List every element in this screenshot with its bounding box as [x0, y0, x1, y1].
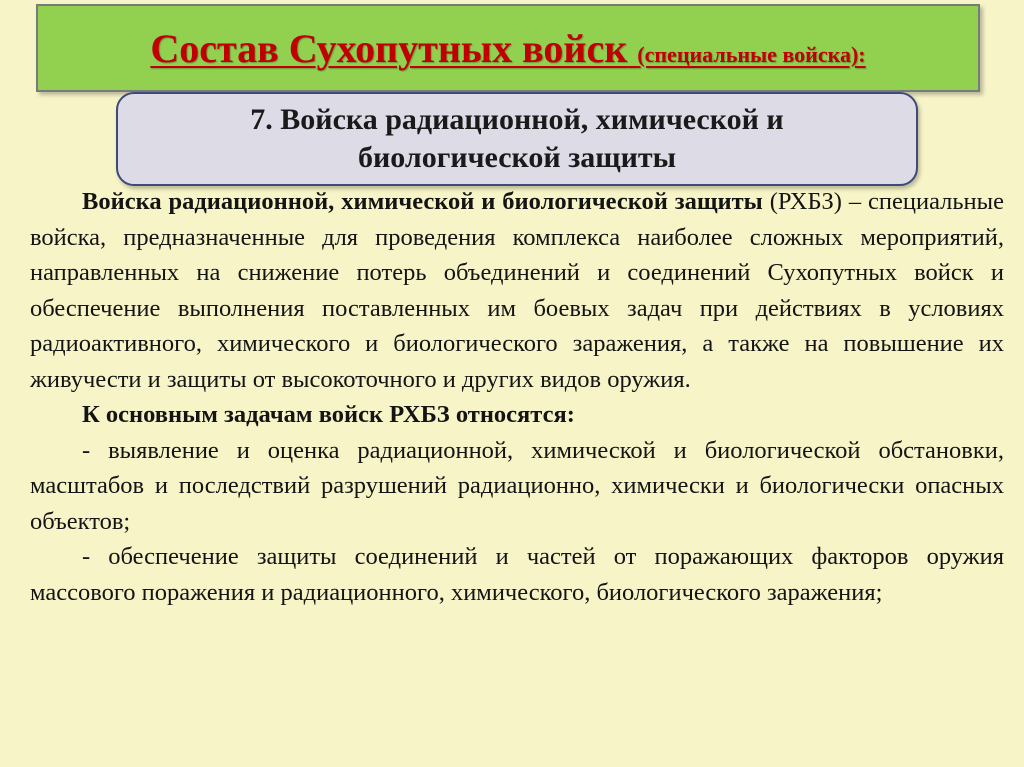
subtitle-text: 7. Войска радиационной, химической и биологической защиты	[250, 103, 784, 174]
title-main-text: Состав Сухопутных войск	[150, 25, 628, 71]
subtitle-box	[116, 92, 918, 186]
tasks-heading: К основным задачам войск РХБЗ относятся:	[82, 401, 575, 428]
definition-paragraph	[30, 184, 1004, 397]
body-text	[30, 184, 1004, 610]
task-item: - обеспечение защиты соединений и частей от поражающих факторов оружия массового поражения и радиационного, химического, биологического заражения;	[30, 543, 1004, 606]
title-sub-text: (специальные войска):	[637, 41, 866, 67]
slide-title	[150, 25, 865, 72]
task-item: - выявление и оценка радиационной, химической и биологической обстановки, масштабов и последствий разрушений радиационно, химически и биологически опасных объектов;	[30, 436, 1004, 535]
definition-lead: Войска радиационной, химической и биологической защиты	[82, 188, 763, 215]
title-banner	[36, 4, 980, 92]
definition-rest: (РХБЗ) – специальные войска, предназначенные для проведения комплекса наиболее сложных мероприятий, направленных на снижение потерь объединений и соединений Сухопутных войск и обеспечение выполнения поставленных им боевых задач при действиях в условиях радиоактивного, химического и биологического заражения, а также на повышение их живучести и защиты от высокоточного и других видов оружия.	[30, 188, 1005, 393]
